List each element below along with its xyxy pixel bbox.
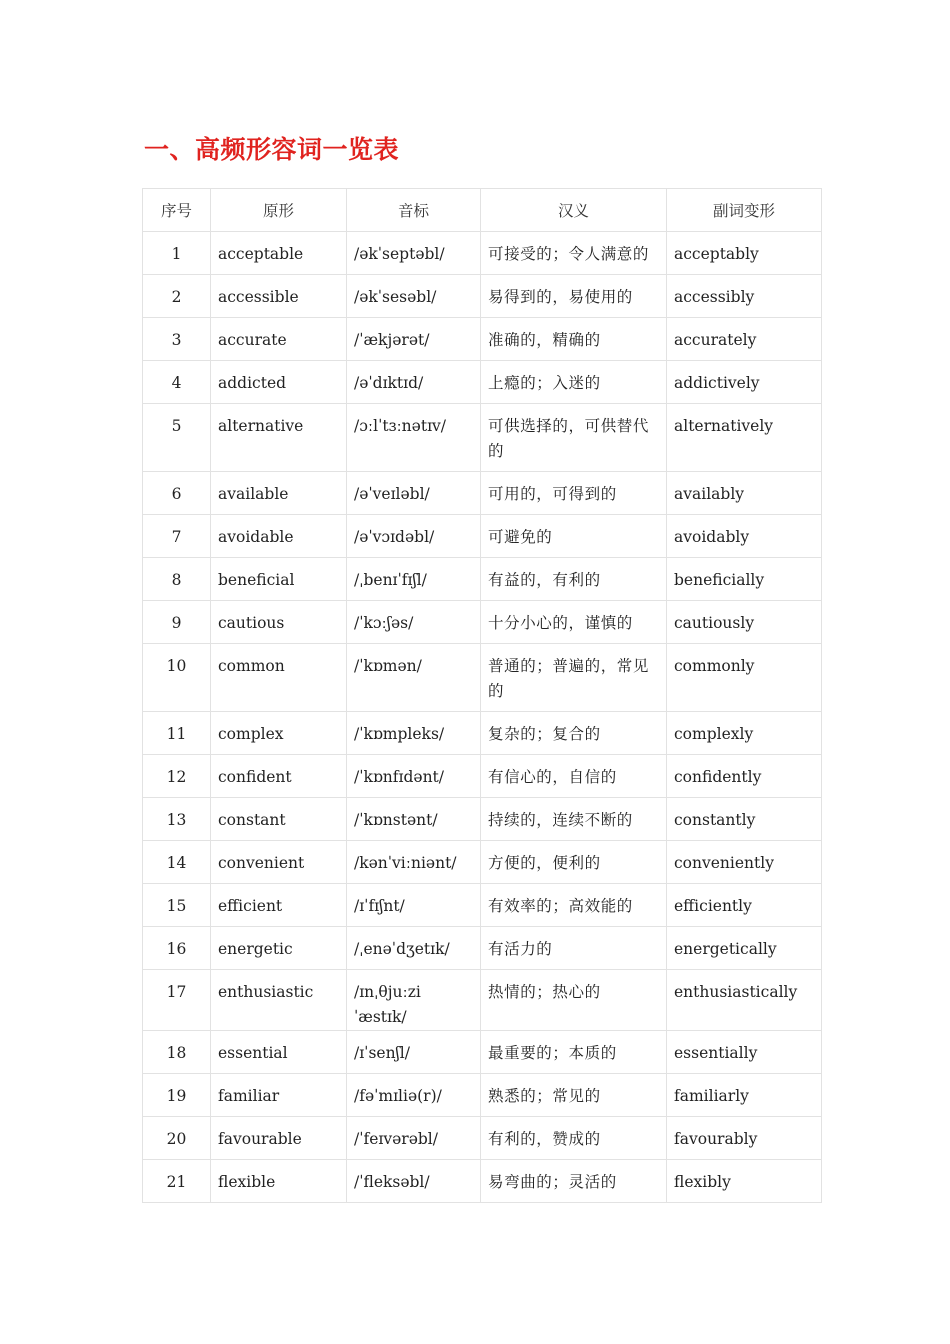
cell-phonetic: /ɔːlˈtɜːnətɪv/ xyxy=(347,404,481,472)
cell-adverb-form: familiarly xyxy=(667,1074,822,1117)
cell-phonetic: /ˈkɒmpleks/ xyxy=(347,712,481,755)
table-body xyxy=(143,232,822,1203)
cell-chinese-meaning: 有效率的；高效能的 xyxy=(481,884,667,927)
table-row xyxy=(143,472,822,515)
cell-phonetic: /əkˈsesəbl/ xyxy=(347,275,481,318)
cell-base-form: available xyxy=(211,472,347,515)
cell-number: 16 xyxy=(143,927,211,970)
cell-adverb-form: conveniently xyxy=(667,841,822,884)
cell-adverb-form: enthusiastically xyxy=(667,970,822,1031)
cell-chinese-meaning: 上瘾的；入迷的 xyxy=(481,361,667,404)
cell-chinese-meaning: 可用的，可得到的 xyxy=(481,472,667,515)
table-row xyxy=(143,232,822,275)
cell-phonetic: /əˈveɪləbl/ xyxy=(347,472,481,515)
cell-number: 12 xyxy=(143,755,211,798)
table-row xyxy=(143,318,822,361)
cell-chinese-meaning: 有益的，有利的 xyxy=(481,558,667,601)
table-row xyxy=(143,404,822,472)
cell-chinese-meaning: 熟悉的；常见的 xyxy=(481,1074,667,1117)
cell-chinese-meaning: 易得到的，易使用的 xyxy=(481,275,667,318)
cell-base-form: cautious xyxy=(211,601,347,644)
cell-adverb-form: confidently xyxy=(667,755,822,798)
table-row xyxy=(143,558,822,601)
cell-phonetic: /ˈfeɪvərəbl/ xyxy=(347,1117,481,1160)
cell-chinese-meaning: 有信心的，自信的 xyxy=(481,755,667,798)
cell-phonetic: /ɪˈsenʃl/ xyxy=(347,1031,481,1074)
header-number: 序号 xyxy=(143,189,211,232)
cell-base-form: constant xyxy=(211,798,347,841)
cell-base-form: addicted xyxy=(211,361,347,404)
cell-number: 8 xyxy=(143,558,211,601)
cell-chinese-meaning: 热情的；热心的 xyxy=(481,970,667,1031)
cell-base-form: favourable xyxy=(211,1117,347,1160)
cell-number: 3 xyxy=(143,318,211,361)
cell-base-form: avoidable xyxy=(211,515,347,558)
cell-number: 9 xyxy=(143,601,211,644)
table-row xyxy=(143,515,822,558)
cell-phonetic: /ˈfleksəbl/ xyxy=(347,1160,481,1203)
cell-chinese-meaning: 复杂的；复合的 xyxy=(481,712,667,755)
cell-number: 4 xyxy=(143,361,211,404)
cell-chinese-meaning: 易弯曲的；灵活的 xyxy=(481,1160,667,1203)
table-row xyxy=(143,275,822,318)
cell-adverb-form: commonly xyxy=(667,644,822,712)
cell-number: 18 xyxy=(143,1031,211,1074)
cell-number: 17 xyxy=(143,970,211,1031)
cell-chinese-meaning: 可避免的 xyxy=(481,515,667,558)
cell-base-form: acceptable xyxy=(211,232,347,275)
cell-base-form: beneficial xyxy=(211,558,347,601)
cell-adverb-form: alternatively xyxy=(667,404,822,472)
cell-chinese-meaning: 有活力的 xyxy=(481,927,667,970)
cell-adverb-form: addictively xyxy=(667,361,822,404)
cell-chinese-meaning: 可供选择的，可供替代的 xyxy=(481,404,667,472)
cell-phonetic: /ˌenəˈdʒetɪk/ xyxy=(347,927,481,970)
cell-base-form: accurate xyxy=(211,318,347,361)
header-base-form: 原形 xyxy=(211,189,347,232)
cell-chinese-meaning: 普通的；普遍的，常见的 xyxy=(481,644,667,712)
cell-adverb-form: complexly xyxy=(667,712,822,755)
cell-chinese-meaning: 最重要的；本质的 xyxy=(481,1031,667,1074)
cell-number: 15 xyxy=(143,884,211,927)
cell-base-form: flexible xyxy=(211,1160,347,1203)
table-row xyxy=(143,927,822,970)
cell-adverb-form: avoidably xyxy=(667,515,822,558)
cell-phonetic: /ˈækjərət/ xyxy=(347,318,481,361)
table-row xyxy=(143,970,822,1031)
table-row xyxy=(143,361,822,404)
cell-number: 20 xyxy=(143,1117,211,1160)
table-row xyxy=(143,1117,822,1160)
cell-number: 14 xyxy=(143,841,211,884)
cell-base-form: accessible xyxy=(211,275,347,318)
table-row xyxy=(143,1160,822,1203)
cell-base-form: familiar xyxy=(211,1074,347,1117)
cell-chinese-meaning: 十分小心的，谨慎的 xyxy=(481,601,667,644)
header-chinese-meaning: 汉义 xyxy=(481,189,667,232)
cell-number: 21 xyxy=(143,1160,211,1203)
cell-phonetic: /əˈvɔɪdəbl/ xyxy=(347,515,481,558)
cell-base-form: enthusiastic xyxy=(211,970,347,1031)
cell-adverb-form: constantly xyxy=(667,798,822,841)
cell-adverb-form: beneficially xyxy=(667,558,822,601)
cell-adverb-form: cautiously xyxy=(667,601,822,644)
cell-adverb-form: flexibly xyxy=(667,1160,822,1203)
adjective-table xyxy=(142,188,822,1203)
table-row xyxy=(143,1031,822,1074)
cell-phonetic: /kənˈviːniənt/ xyxy=(347,841,481,884)
cell-base-form: efficient xyxy=(211,884,347,927)
table-row xyxy=(143,712,822,755)
cell-phonetic: /ˈkɔːʃəs/ xyxy=(347,601,481,644)
cell-number: 19 xyxy=(143,1074,211,1117)
cell-adverb-form: accessibly xyxy=(667,275,822,318)
table-row xyxy=(143,1074,822,1117)
table-row xyxy=(143,798,822,841)
cell-base-form: common xyxy=(211,644,347,712)
cell-adverb-form: favourably xyxy=(667,1117,822,1160)
cell-phonetic: /ɪnˌθjuːziˈæstɪk/ xyxy=(347,970,481,1031)
cell-base-form: energetic xyxy=(211,927,347,970)
header-adverb-form: 副词变形 xyxy=(667,189,822,232)
cell-base-form: alternative xyxy=(211,404,347,472)
cell-base-form: convenient xyxy=(211,841,347,884)
cell-number: 11 xyxy=(143,712,211,755)
cell-number: 1 xyxy=(143,232,211,275)
cell-number: 5 xyxy=(143,404,211,472)
cell-number: 2 xyxy=(143,275,211,318)
table-row xyxy=(143,884,822,927)
cell-phonetic: /ˈkɒnstənt/ xyxy=(347,798,481,841)
cell-phonetic: /ɪˈfɪʃnt/ xyxy=(347,884,481,927)
table-header-row xyxy=(143,189,822,232)
table-row xyxy=(143,841,822,884)
table-row xyxy=(143,644,822,712)
cell-adverb-form: energetically xyxy=(667,927,822,970)
cell-phonetic: /fəˈmɪliə(r)/ xyxy=(347,1074,481,1117)
cell-chinese-meaning: 方便的，便利的 xyxy=(481,841,667,884)
cell-base-form: complex xyxy=(211,712,347,755)
cell-chinese-meaning: 可接受的；令人满意的 xyxy=(481,232,667,275)
cell-chinese-meaning: 准确的，精确的 xyxy=(481,318,667,361)
cell-base-form: confident xyxy=(211,755,347,798)
cell-chinese-meaning: 有利的，赞成的 xyxy=(481,1117,667,1160)
cell-adverb-form: accurately xyxy=(667,318,822,361)
cell-base-form: essential xyxy=(211,1031,347,1074)
cell-adverb-form: essentially xyxy=(667,1031,822,1074)
cell-phonetic: /ˌbenɪˈfɪʃl/ xyxy=(347,558,481,601)
page-title: 一、高频形容词一览表 xyxy=(144,135,400,164)
cell-phonetic: /əˈdɪktɪd/ xyxy=(347,361,481,404)
cell-adverb-form: efficiently xyxy=(667,884,822,927)
cell-number: 13 xyxy=(143,798,211,841)
cell-phonetic: /ˈkɒnfɪdənt/ xyxy=(347,755,481,798)
cell-number: 7 xyxy=(143,515,211,558)
cell-adverb-form: acceptably xyxy=(667,232,822,275)
header-phonetic: 音标 xyxy=(347,189,481,232)
cell-number: 6 xyxy=(143,472,211,515)
cell-chinese-meaning: 持续的，连续不断的 xyxy=(481,798,667,841)
cell-adverb-form: availably xyxy=(667,472,822,515)
cell-phonetic: /ˈkɒmən/ xyxy=(347,644,481,712)
cell-phonetic: /əkˈseptəbl/ xyxy=(347,232,481,275)
cell-number: 10 xyxy=(143,644,211,712)
table-row xyxy=(143,601,822,644)
table-row xyxy=(143,755,822,798)
